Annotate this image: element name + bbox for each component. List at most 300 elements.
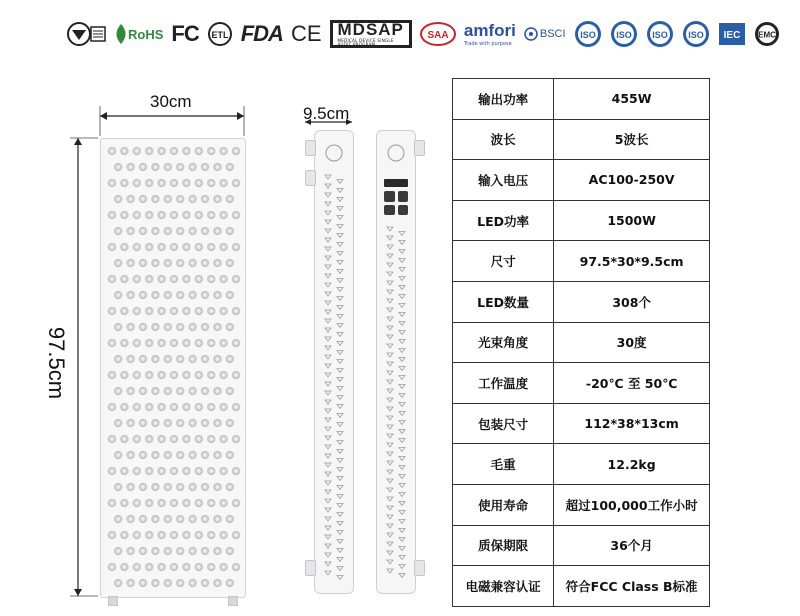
led-lens: [116, 421, 120, 425]
vent-hole: [399, 331, 405, 335]
vent-hole: [399, 322, 405, 326]
led-lens: [178, 485, 182, 489]
vent-hole: [337, 477, 343, 481]
vent-hole: [387, 497, 393, 501]
vent-hole: [399, 457, 405, 461]
led-lens: [222, 149, 226, 153]
vent-hole: [399, 241, 405, 245]
fda-label: FDA: [240, 21, 283, 46]
led-lens: [160, 373, 164, 377]
led-lens: [197, 437, 201, 441]
vent-hole: [325, 400, 331, 404]
led-lens: [216, 581, 220, 585]
led-lens: [203, 197, 207, 201]
vent-hole: [387, 344, 393, 348]
vent-hole: [337, 180, 343, 184]
vent-hole: [399, 367, 405, 371]
spec-value: 30度: [554, 322, 710, 363]
spec-row: [453, 322, 710, 363]
led-lens: [160, 181, 164, 185]
vent-hole: [399, 538, 405, 542]
vent-hole: [399, 484, 405, 488]
led-lens: [123, 373, 127, 377]
side-knob-right-top: [414, 140, 425, 156]
vent-hole: [387, 227, 393, 231]
led-lens: [222, 213, 226, 217]
led-lens: [178, 357, 182, 361]
vent-hole: [337, 261, 343, 265]
led-lens: [172, 405, 176, 409]
led-lens: [166, 197, 170, 201]
vent-hole: [399, 313, 405, 317]
vent-hole: [337, 306, 343, 310]
led-lens: [154, 293, 158, 297]
led-lens: [147, 245, 151, 249]
led-lens: [160, 213, 164, 217]
vent-hole: [325, 175, 331, 179]
vent-hole: [387, 299, 393, 303]
led-lens: [178, 517, 182, 521]
led-lens: [234, 565, 238, 569]
led-lens: [234, 245, 238, 249]
vent-hole: [387, 479, 393, 483]
led-lens: [147, 277, 151, 281]
led-lens: [160, 277, 164, 281]
led-lens: [154, 549, 158, 553]
vent-hole: [337, 576, 343, 580]
led-lens: [185, 533, 189, 537]
led-lens: [178, 261, 182, 265]
vent-hole: [325, 571, 331, 575]
control-button[interactable]: [384, 205, 395, 216]
led-lens: [222, 501, 226, 505]
vent-hole: [337, 270, 343, 274]
led-lens: [209, 309, 213, 313]
led-lens: [110, 501, 114, 505]
led-lens: [234, 277, 238, 281]
spec-key: 电磁兼容认证: [453, 566, 554, 607]
vent-hole: [325, 553, 331, 557]
vent-hole: [325, 328, 331, 332]
led-lens: [209, 245, 213, 249]
emc-label: EMC: [757, 30, 776, 40]
vent-hole: [325, 490, 331, 494]
led-lens: [110, 469, 114, 473]
led-lens: [116, 229, 120, 233]
led-lens: [191, 357, 195, 361]
led-lens: [154, 357, 158, 361]
vent-emblem: [388, 145, 404, 161]
led-lens: [135, 565, 139, 569]
vent-hole: [325, 229, 331, 233]
vent-hole: [325, 193, 331, 197]
spec-row: [453, 444, 710, 485]
led-lens: [166, 389, 170, 393]
vent-hole: [399, 286, 405, 290]
led-lens: [216, 453, 220, 457]
led-lens: [116, 517, 120, 521]
led-lens: [203, 453, 207, 457]
led-lens: [123, 405, 127, 409]
control-button[interactable]: [398, 205, 409, 216]
led-lens: [129, 517, 133, 521]
vent-hole: [337, 441, 343, 445]
led-lens: [178, 453, 182, 457]
spec-row: [453, 281, 710, 322]
iso-label-1: ISO: [579, 30, 596, 40]
led-lens: [191, 549, 195, 553]
vent-hole: [325, 481, 331, 485]
vent-hole: [325, 319, 331, 323]
vent-hole: [337, 207, 343, 211]
led-lens: [209, 405, 213, 409]
led-lens: [185, 277, 189, 281]
vent-hole: [325, 472, 331, 476]
vent-hole: [337, 522, 343, 526]
led-lens: [160, 533, 164, 537]
led-lens: [197, 469, 201, 473]
led-lens: [185, 405, 189, 409]
vent-hole: [387, 407, 393, 411]
vent-hole: [325, 301, 331, 305]
led-lens: [141, 229, 145, 233]
led-lens: [110, 405, 114, 409]
led-lens: [147, 501, 151, 505]
led-lens: [166, 325, 170, 329]
mdsap-label: MDSAP: [337, 20, 404, 39]
spec-key: 使用寿命: [453, 484, 554, 525]
led-lens: [110, 181, 114, 185]
led-lens: [216, 517, 220, 521]
led-lens: [154, 581, 158, 585]
led-lens: [234, 341, 238, 345]
vent-hole: [325, 292, 331, 296]
vent-hole: [387, 488, 393, 492]
led-lens: [209, 437, 213, 441]
vent-hole: [387, 353, 393, 357]
vent-hole: [325, 364, 331, 368]
led-lens: [197, 309, 201, 313]
led-lens: [135, 405, 139, 409]
vent-hole: [399, 403, 405, 407]
led-lens: [129, 485, 133, 489]
vent-hole: [399, 502, 405, 506]
vent-hole: [337, 450, 343, 454]
vent-hole: [325, 382, 331, 386]
spec-key: 毛重: [453, 444, 554, 485]
spec-key: LED功率: [453, 200, 554, 241]
led-lens: [123, 501, 127, 505]
led-lens: [154, 517, 158, 521]
led-lens: [141, 165, 145, 169]
vent-hole: [387, 470, 393, 474]
led-lens: [222, 309, 226, 313]
led-lens: [228, 357, 232, 361]
led-lens: [110, 245, 114, 249]
vent-hole: [337, 387, 343, 391]
led-lens: [135, 149, 139, 153]
rohs-label: RoHS: [128, 26, 164, 42]
led-lens: [222, 469, 226, 473]
vent-hole: [387, 434, 393, 438]
spec-value: 36个月: [554, 525, 710, 566]
led-lens: [203, 357, 207, 361]
led-lens: [135, 309, 139, 313]
led-lens: [141, 581, 145, 585]
led-lens: [228, 421, 232, 425]
led-lens: [123, 245, 127, 249]
led-lens: [209, 469, 213, 473]
led-lens: [191, 197, 195, 201]
led-lens: [129, 261, 133, 265]
led-lens: [172, 149, 176, 153]
led-lens: [123, 469, 127, 473]
vent-hole: [399, 511, 405, 515]
led-lens: [147, 149, 151, 153]
spec-key: 包装尺寸: [453, 403, 554, 444]
spec-value: AC100-250V: [554, 160, 710, 201]
vent-hole: [325, 391, 331, 395]
led-lens: [185, 437, 189, 441]
led-lens: [228, 165, 232, 169]
led-lens: [216, 165, 220, 169]
led-lens: [129, 325, 133, 329]
led-lens: [172, 277, 176, 281]
width-dimension-label: 30cm: [150, 92, 192, 111]
side-knob-right-bottom: [414, 560, 425, 576]
vent-hole: [387, 551, 393, 555]
vent-hole: [337, 549, 343, 553]
led-lens: [197, 277, 201, 281]
led-lens: [166, 549, 170, 553]
vent-hole: [387, 263, 393, 267]
led-lens: [234, 373, 238, 377]
led-lens: [154, 229, 158, 233]
led-lens: [147, 213, 151, 217]
led-lens: [135, 341, 139, 345]
led-lens: [147, 181, 151, 185]
vent-hole: [337, 486, 343, 490]
vent-hole: [387, 326, 393, 330]
vent-hole: [325, 256, 331, 260]
led-lens: [147, 373, 151, 377]
led-lens: [203, 517, 207, 521]
vent-hole: [325, 247, 331, 251]
led-lens: [123, 341, 127, 345]
led-lens: [203, 389, 207, 393]
led-lens: [160, 437, 164, 441]
spec-value: 112*38*13cm: [554, 403, 710, 444]
led-lens: [110, 373, 114, 377]
vent-hole: [387, 506, 393, 510]
led-lens: [135, 213, 139, 217]
led-lens: [123, 437, 127, 441]
led-lens: [116, 453, 120, 457]
vent-hole: [387, 371, 393, 375]
led-lens: [154, 261, 158, 265]
led-lens: [209, 501, 213, 505]
led-lens: [166, 357, 170, 361]
led-lens: [216, 293, 220, 297]
led-lens: [129, 421, 133, 425]
vent-hole: [337, 369, 343, 373]
led-lens: [172, 501, 176, 505]
led-lens: [228, 197, 232, 201]
spec-row: [453, 160, 710, 201]
vent-hole: [337, 468, 343, 472]
vent-hole: [325, 238, 331, 242]
led-lens: [191, 261, 195, 265]
led-lens: [129, 293, 133, 297]
vent-hole: [387, 308, 393, 312]
led-lens: [203, 165, 207, 169]
led-lens: [123, 277, 127, 281]
vent-hole: [337, 279, 343, 283]
vent-hole: [387, 290, 393, 294]
led-lens: [228, 389, 232, 393]
led-lens: [123, 309, 127, 313]
led-lens: [110, 309, 114, 313]
led-lens: [178, 581, 182, 585]
led-lens: [228, 293, 232, 297]
vent-hole: [325, 535, 331, 539]
vent-hole: [399, 295, 405, 299]
vent-hole: [399, 448, 405, 452]
led-lens: [172, 213, 176, 217]
vent-hole: [399, 520, 405, 524]
led-lens: [191, 453, 195, 457]
led-lens: [141, 293, 145, 297]
led-lens: [116, 581, 120, 585]
vent-hole: [337, 243, 343, 247]
led-lens: [166, 581, 170, 585]
vent-hole: [399, 412, 405, 416]
led-lens: [209, 149, 213, 153]
vent-hole: [325, 418, 331, 422]
led-lens: [222, 245, 226, 249]
led-lens: [154, 165, 158, 169]
led-lens: [166, 293, 170, 297]
led-lens: [216, 197, 220, 201]
vent-hole: [399, 475, 405, 479]
vent-hole: [387, 515, 393, 519]
led-lens: [191, 165, 195, 169]
led-lens: [222, 405, 226, 409]
led-lens: [172, 565, 176, 569]
led-lens: [228, 581, 232, 585]
led-lens: [203, 229, 207, 233]
led-lens: [191, 293, 195, 297]
led-lens: [154, 197, 158, 201]
vent-hole: [325, 517, 331, 521]
vent-hole: [399, 529, 405, 533]
led-lens: [234, 533, 238, 537]
led-lens: [216, 261, 220, 265]
led-lens: [154, 325, 158, 329]
vent-hole: [325, 409, 331, 413]
vent-hole: [325, 562, 331, 566]
led-lens: [178, 293, 182, 297]
vent-hole: [387, 461, 393, 465]
led-lens: [234, 181, 238, 185]
led-lens: [123, 565, 127, 569]
control-button[interactable]: [384, 191, 395, 202]
led-lens: [166, 485, 170, 489]
control-button[interactable]: [398, 191, 409, 202]
led-lens: [172, 437, 176, 441]
vent-hole: [325, 508, 331, 512]
side-vent-pattern-left: [315, 131, 353, 593]
led-lens: [185, 565, 189, 569]
led-lens: [222, 437, 226, 441]
led-lens: [116, 389, 120, 393]
vent-hole: [399, 232, 405, 236]
led-lens: [178, 229, 182, 233]
led-lens: [203, 421, 207, 425]
vent-hole: [337, 216, 343, 220]
spec-row: [453, 525, 710, 566]
led-lens: [123, 181, 127, 185]
vent-hole: [337, 252, 343, 256]
vent-hole: [325, 436, 331, 440]
vent-hole: [337, 198, 343, 202]
vent-hole: [325, 310, 331, 314]
led-lens: [123, 213, 127, 217]
side-knob-top: [305, 140, 316, 156]
vent-hole: [387, 398, 393, 402]
vent-hole: [399, 259, 405, 263]
spec-key: 输入电压: [453, 160, 554, 201]
led-lens: [147, 341, 151, 345]
spec-key: 尺寸: [453, 241, 554, 282]
vent-hole: [399, 304, 405, 308]
side-knob-bottom: [305, 560, 316, 576]
led-lens: [147, 533, 151, 537]
depth-dimension-label: 9.5cm: [303, 104, 350, 123]
vent-hole: [325, 211, 331, 215]
vent-hole: [387, 452, 393, 456]
control-buttons: [384, 191, 408, 215]
led-lens: [166, 517, 170, 521]
vent-hole: [325, 346, 331, 350]
led-lens: [216, 421, 220, 425]
spec-table: [452, 78, 710, 607]
led-lens: [222, 181, 226, 185]
iso-label-3: ISO: [651, 30, 668, 40]
led-lens: [141, 421, 145, 425]
led-lens: [222, 341, 226, 345]
led-lens: [135, 373, 139, 377]
vent-hole: [337, 342, 343, 346]
vent-hole: [325, 454, 331, 458]
vent-hole: [325, 499, 331, 503]
led-lens: [110, 341, 114, 345]
vent-hole: [387, 524, 393, 528]
led-lens: [110, 565, 114, 569]
led-lens: [110, 437, 114, 441]
led-lens: [197, 245, 201, 249]
led-lens: [116, 549, 120, 553]
led-lens: [203, 261, 207, 265]
led-lens: [141, 325, 145, 329]
led-lens: [116, 325, 120, 329]
vent-hole: [337, 396, 343, 400]
led-lens: [135, 469, 139, 473]
vent-hole: [325, 220, 331, 224]
led-lens: [203, 485, 207, 489]
led-lens: [160, 501, 164, 505]
led-lens: [166, 453, 170, 457]
